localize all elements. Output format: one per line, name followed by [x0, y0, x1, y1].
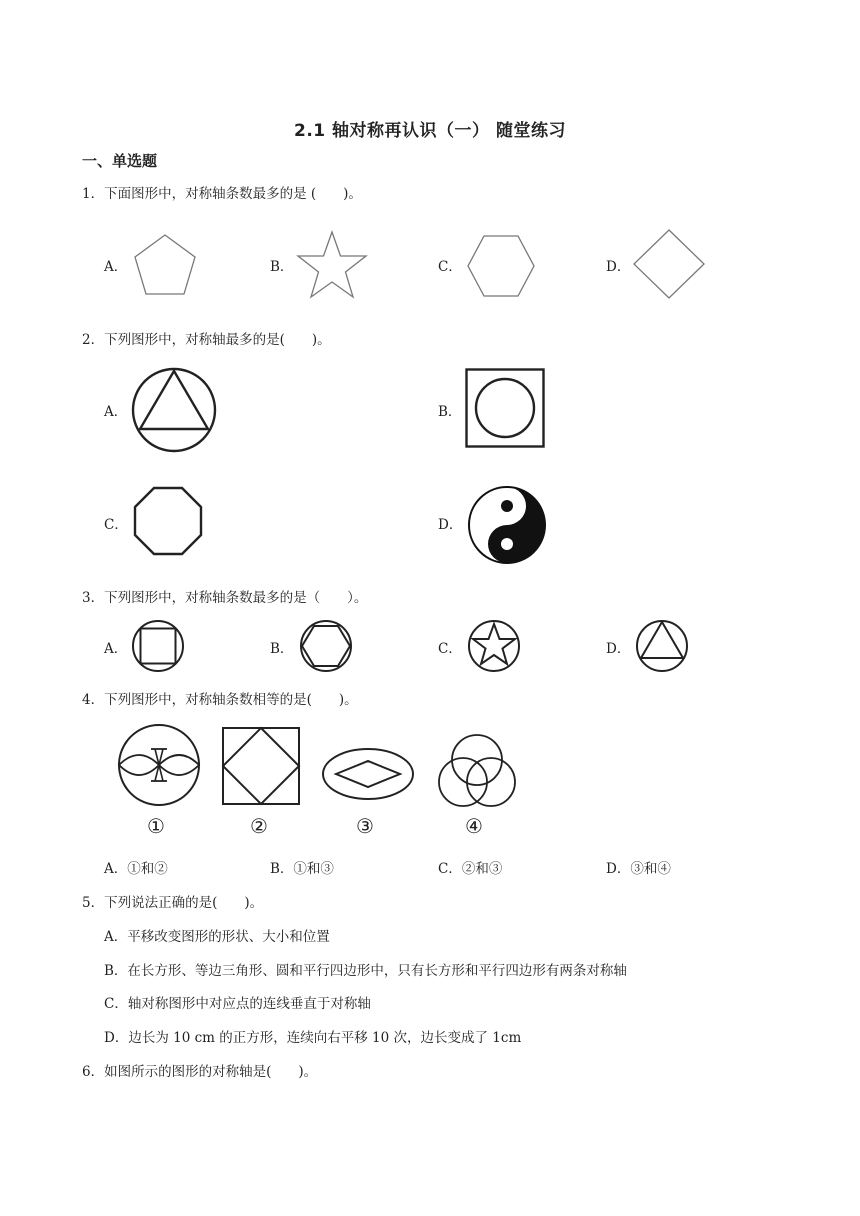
- question-4-stem: 4．下列图形中，对称轴条数相等的是( )。: [82, 692, 358, 708]
- q5-option-c[interactable]: C．轴对称图形中对应点的连线垂直于对称轴: [104, 996, 371, 1012]
- q5-option-a[interactable]: A．平移改变图形的形状、大小和位置: [104, 929, 330, 945]
- hexagon-icon: [466, 234, 536, 298]
- triangle-in-circle-icon: [131, 367, 217, 453]
- q1-option-c-label[interactable]: C．: [438, 259, 462, 275]
- triquetra-icon: [436, 731, 518, 807]
- q3-option-c-label[interactable]: C．: [438, 641, 462, 657]
- q1-option-b-label[interactable]: B．: [270, 259, 294, 275]
- question-5-stem: 5．下列说法正确的是( )。: [82, 895, 264, 911]
- diamond-icon: [632, 228, 706, 300]
- q4-option-b[interactable]: B．①和③: [270, 861, 334, 877]
- q2-option-a-label[interactable]: A．: [104, 404, 128, 420]
- q5-option-d[interactable]: D．边长为 10 cm 的正方形，连续向右平移 10 次，边长变成了 1cm: [104, 1030, 522, 1046]
- q2-option-b-label[interactable]: B．: [438, 404, 462, 420]
- figure-label-4: ④: [465, 814, 483, 838]
- figure-label-1: ①: [147, 814, 165, 838]
- question-1-stem: 1．下面图形中，对称轴条数最多的是 ( )。: [82, 186, 362, 202]
- q4-option-d[interactable]: D．③和④: [606, 861, 671, 877]
- figure-label-3: ③: [356, 814, 374, 838]
- circle-with-leaves-icon: [117, 723, 201, 807]
- octagon-icon: [133, 486, 203, 556]
- square-in-circle-icon: [130, 620, 186, 672]
- ellipse-with-rhombus-icon: [321, 747, 415, 801]
- page-title: 2.1 轴对称再认识（一） 随堂练习: [294, 121, 566, 141]
- q3-option-d-label[interactable]: D．: [606, 641, 631, 657]
- pentagon-icon: [132, 232, 198, 298]
- q5-option-b[interactable]: B．在长方形、等边三角形、圆和平行四边形中，只有长方形和平行四边形有两条对称轴: [104, 963, 627, 979]
- question-6-stem: 6．如图所示的图形的对称轴是( )。: [82, 1064, 318, 1080]
- triangle-in-circle-icon: [634, 620, 690, 672]
- q2-option-d-label[interactable]: D．: [438, 517, 463, 533]
- q1-option-a-label[interactable]: A．: [104, 259, 128, 275]
- q1-option-d-label[interactable]: D．: [606, 259, 631, 275]
- question-2-stem: 2．下列图形中，对称轴最多的是( )。: [82, 332, 331, 348]
- q2-option-c-label[interactable]: C．: [104, 517, 128, 533]
- hexagon-in-circle-icon: [298, 620, 354, 672]
- q4-option-a[interactable]: A．①和②: [104, 861, 168, 877]
- question-3-stem: 3．下列图形中，对称轴条数最多的是（ ）。: [82, 590, 368, 606]
- figure-label-2: ②: [250, 814, 268, 838]
- star-in-circle-icon: [466, 620, 522, 672]
- square-with-diamond-icon: [222, 727, 300, 805]
- q3-option-a-label[interactable]: A．: [104, 641, 128, 657]
- section-heading: 一、单选题: [82, 152, 158, 170]
- star-icon: [296, 230, 368, 300]
- yin-yang-icon: [467, 485, 547, 565]
- q4-option-c[interactable]: C．②和③: [438, 861, 503, 877]
- circle-in-square-icon: [465, 368, 545, 448]
- q3-option-b-label[interactable]: B．: [270, 641, 294, 657]
